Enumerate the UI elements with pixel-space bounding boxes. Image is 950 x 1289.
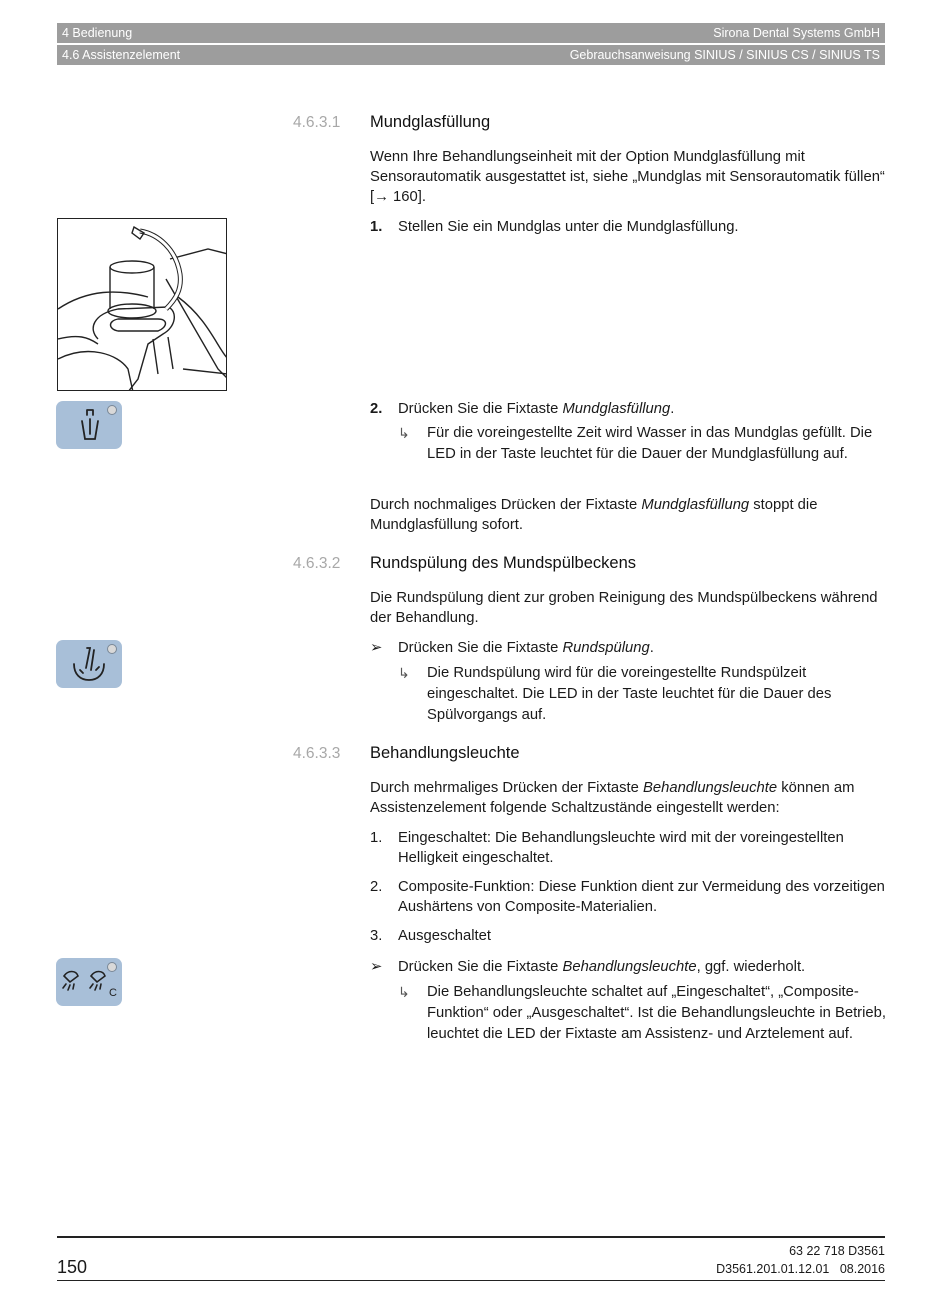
result-arrow-icon: ↳ xyxy=(398,425,410,441)
doc-code-date: D3561.201.01.12.01 08.2016 xyxy=(716,1262,885,1276)
led-indicator xyxy=(107,644,117,654)
treatment-light-button-image xyxy=(56,958,122,1006)
section-title: Mundglasfüllung xyxy=(370,113,491,131)
bowl-rinse-button-image xyxy=(56,640,122,688)
result-text: Für die voreingestellte Zeit wird Wasser in das Mundglas gefüllt. Die LED in der Taste leuchtet für die Dauer der Mundglasfüllung auf. xyxy=(427,425,873,462)
footer-rule-bottom xyxy=(57,1280,885,1281)
section-number: 4.6.3.1 xyxy=(293,114,341,131)
action-text: Drücken Sie die Fixtaste Rundspülung. xyxy=(398,640,654,656)
item-text: Eingeschaltet: Die Behandlungsleuchte wird mit der voreingestellten Helligkeit eingeschaltet. xyxy=(398,830,844,866)
led-indicator xyxy=(107,405,117,415)
section-intro: Die Rundspülung dient zur groben Reinigung des Mundspülbeckens während der Behandlung. xyxy=(370,590,878,626)
section-intro: Durch mehrmaliges Drücken der Fixtaste Behandlungsleuchte können am Assistenzelement folgende Schaltzustände eingestellt werden: xyxy=(370,780,855,816)
item-number: 2. xyxy=(370,879,383,895)
item-number: 1. xyxy=(370,830,383,846)
cup-fill-button-image xyxy=(56,401,122,449)
item-text: Ausgeschaltet xyxy=(398,928,491,944)
section-title: Behandlungsleuchte xyxy=(370,744,520,762)
header-doc-title: Gebrauchsanweisung SINIUS / SINIUS CS / SINIUS TS xyxy=(569,48,880,62)
section-intro: Wenn Ihre Behandlungseinheit mit der Option Mundglasfüllung mit Sensorautomatik ausgestattet ist, siehe „Mundglas mit Sensorautomatik füllen“ [→ 160]. xyxy=(370,149,885,205)
doc-number: 63 22 718 D3561 xyxy=(789,1244,885,1258)
cup-filler-drawing xyxy=(58,219,227,391)
action-text: Drücken Sie die Fixtaste Behandlungsleuchte, ggf. wiederholt. xyxy=(398,959,806,975)
footer-rule xyxy=(57,1236,885,1238)
step-text: Drücken Sie die Fixtaste Mundglasfüllung. xyxy=(398,401,675,417)
result-arrow-icon: ↳ xyxy=(398,665,410,681)
step-text: Stellen Sie ein Mundglas unter die Mundglasfüllung. xyxy=(398,219,739,235)
result-text: Die Rundspülung wird für die voreingestellte Rundspülzeit eingeschaltet. Die LED in der Taste leuchtet für die Dauer des Spülvorgangs auf. xyxy=(427,665,832,723)
item-number: 3. xyxy=(370,928,383,944)
section-number: 4.6.3.3 xyxy=(293,745,341,762)
led-indicator xyxy=(107,962,117,972)
section-number: 4.6.3.2 xyxy=(293,555,341,572)
header-bar-top xyxy=(57,23,885,43)
page-number: 150 xyxy=(57,1257,88,1277)
section-title: Rundspülung des Mundspülbeckens xyxy=(370,554,637,572)
header-section: 4.6 Assistenzelement xyxy=(62,48,181,62)
header-bar-bottom xyxy=(57,45,885,65)
result-text: Die Behandlungsleuchte schaltet auf „Eingeschaltet“, „Composite-Funktion“ oder „Ausgeschaltet“. Ist die Behandlungsleuchte in Betrieb, leuchtet die LED der Fixtaste am Assistenz- und Arztelement auf. xyxy=(427,984,886,1042)
composite-letter: C xyxy=(109,987,117,999)
header-company: Sirona Dental Systems GmbH xyxy=(713,26,880,40)
step-number: 2. xyxy=(370,401,383,417)
action-arrow-icon: ➢ xyxy=(370,959,383,975)
section-outro: Durch nochmaliges Drücken der Fixtaste Mundglasfüllung stoppt die Mundglasfüllung sofort. xyxy=(370,497,818,533)
item-text: Composite-Funktion: Diese Funktion dient zur Vermeidung des vorzeitigen Aushärtens von Composite-Materialien. xyxy=(398,879,885,915)
step-number: 1. xyxy=(370,219,383,235)
result-arrow-icon: ↳ xyxy=(398,984,410,1000)
cup-filler-illustration xyxy=(57,218,227,391)
header-chapter: 4 Bedienung xyxy=(62,26,133,40)
action-arrow-icon: ➢ xyxy=(370,640,383,656)
